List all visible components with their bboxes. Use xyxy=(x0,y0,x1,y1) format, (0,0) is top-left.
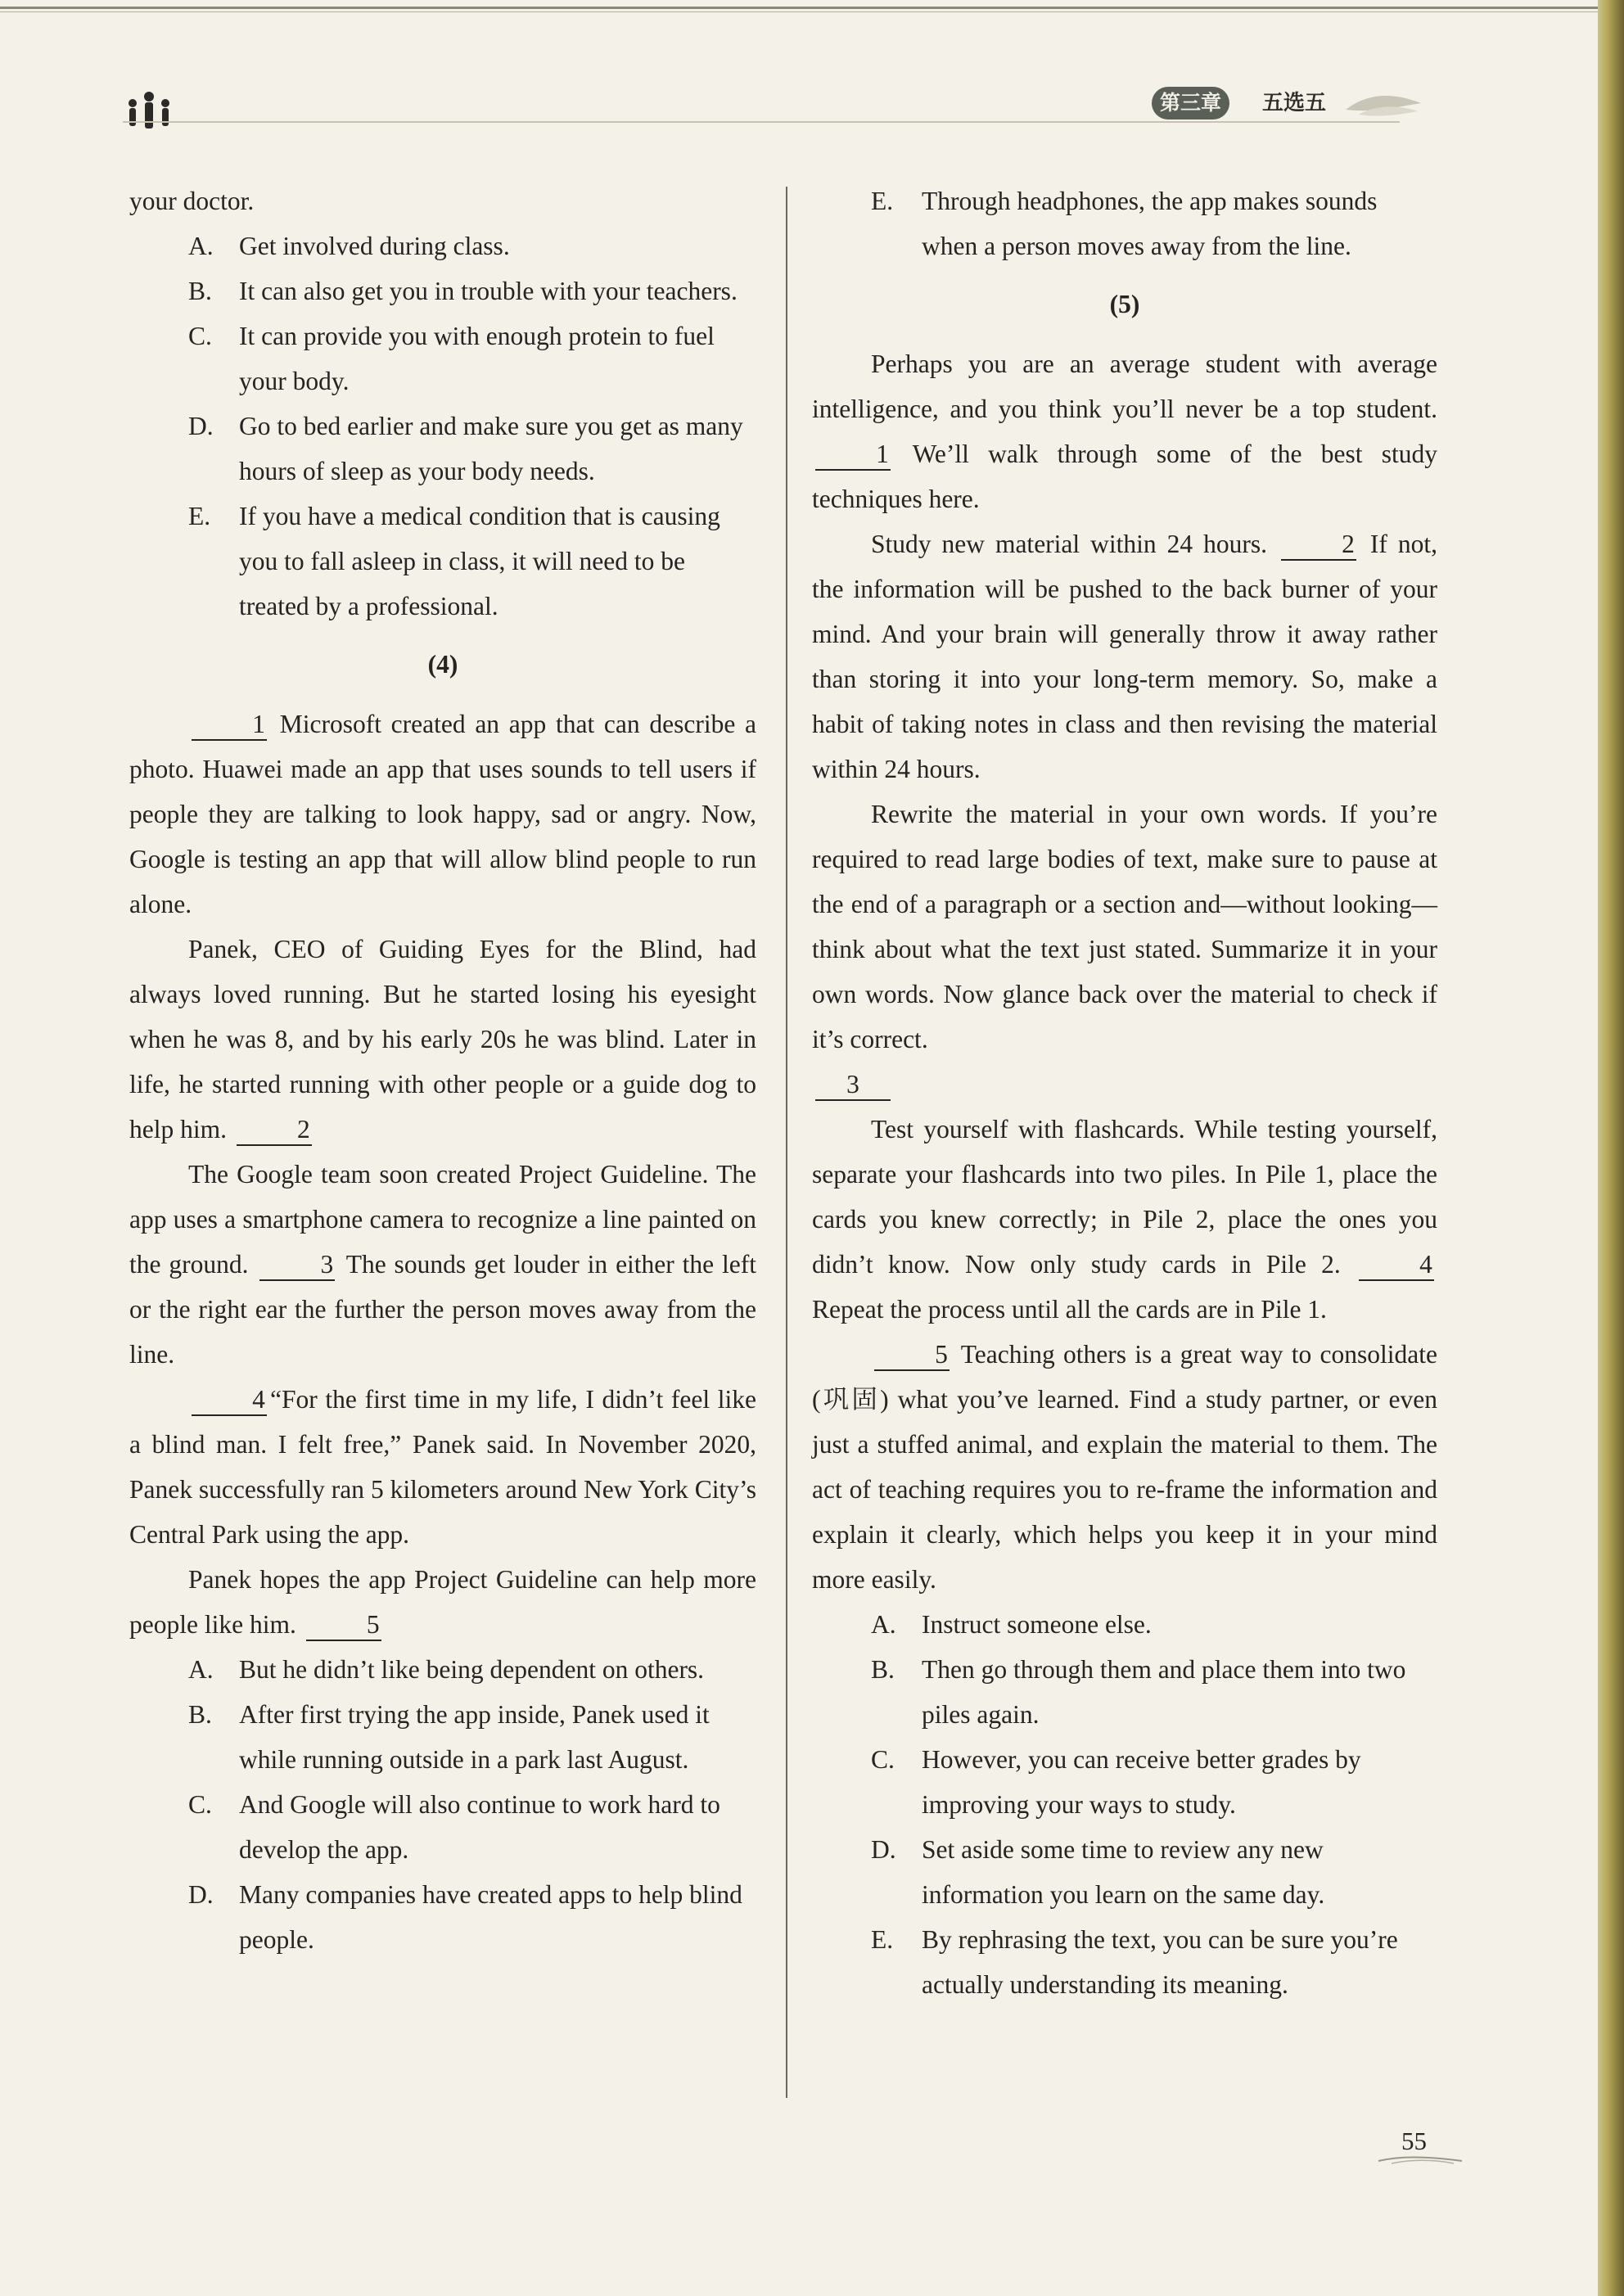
section4-option-b xyxy=(188,1692,756,1782)
leaf-ornament-icon xyxy=(1342,85,1424,123)
option-letter: E. xyxy=(871,187,894,215)
section-label: 五选五 xyxy=(1262,91,1327,115)
paragraph xyxy=(129,927,756,1152)
answer-blank[interactable]: 3 xyxy=(815,1070,891,1101)
paragraph-text: Panek, CEO of Guiding Eyes for the Blind, had always loved running. But he started losing his eyesight when he was 8, and by his early 20s he was blind. Later in life, he started running with other people or a guide dog to help him. xyxy=(129,935,756,1143)
paragraph-text: Perhaps you are an average student with average intelligence, and you think you’ll never be a top student. xyxy=(812,350,1437,423)
option-letter: E. xyxy=(871,1925,894,1954)
section3-option-c xyxy=(188,314,756,404)
continuation-text: your doctor. xyxy=(129,187,255,215)
option-text: But he didn’t like being dependent on others. xyxy=(239,1655,705,1684)
paragraph xyxy=(812,1062,1437,1107)
chapter-badge: 第三章 xyxy=(1152,87,1229,120)
top-edge-line-thin xyxy=(0,11,1624,12)
people-logo-icon xyxy=(123,88,180,134)
section5-option-d xyxy=(871,1827,1437,1917)
answer-blank[interactable]: 5 xyxy=(874,1340,950,1371)
answer-blank[interactable]: 2 xyxy=(1281,530,1356,561)
option-letter: D. xyxy=(188,1880,214,1909)
left-column xyxy=(129,178,756,1962)
paragraph xyxy=(812,1107,1437,1332)
paragraph-text: Test yourself with flashcards. While testing yourself, separate your flashcards into two piles. In Pile 1, place the cards you knew correctly; in Pile 2, place the ones you didn’t know. Now only study cards in Pile 2. xyxy=(812,1115,1437,1279)
paragraph-text: If not, the information will be pushed to the back burner of your mind. And your brain will generally throw it away rather than storing it into your long-term memory. So, make a habit of taking notes in class and then revising the material within 24 hours. xyxy=(812,530,1438,783)
section5-option-c xyxy=(871,1737,1437,1827)
option-letter: A. xyxy=(188,232,214,260)
page-binding-edge xyxy=(1598,0,1624,2296)
paragraph xyxy=(129,1557,756,1647)
paragraph-text: Panek hopes the app Project Guideline can help more people like him. xyxy=(129,1565,756,1639)
section3-option-a xyxy=(188,223,756,268)
option-text: Go to bed earlier and make sure you get as many hours of sleep as your body needs. xyxy=(239,412,743,485)
paragraph-text: Rewrite the material in your own words. If you’re required to read large bodies of text, make sure to pause at the end of a paragraph or a section and—without looking—think about what the text just stated. Summarize it in your own words. Now glance back over the material to check if it’s correct. xyxy=(812,800,1437,1053)
option-text: Set aside some time to review any new information you learn on the same day. xyxy=(922,1835,1325,1909)
option-letter: D. xyxy=(871,1835,896,1864)
paragraph-text: Study new material within 24 hours. xyxy=(871,530,1267,558)
section4-option-d xyxy=(188,1872,756,1962)
paragraph-text: The sounds get louder in either the left or the right ear the further the person moves away from the line. xyxy=(129,1250,756,1369)
option-letter: B. xyxy=(188,277,212,305)
option-text: After first trying the app inside, Panek used it while running outside in a park last August. xyxy=(239,1700,710,1774)
paragraph xyxy=(812,341,1437,521)
option-letter: D. xyxy=(188,412,214,440)
right-column xyxy=(812,178,1437,2007)
section5-option-a xyxy=(871,1602,1437,1647)
option-text: By rephrasing the text, you can be sure you’re actually understanding its meaning. xyxy=(922,1925,1398,1999)
page-number-ornament-icon xyxy=(1375,2154,1465,2166)
page-number: 55 xyxy=(1401,2127,1427,2155)
answer-blank[interactable]: 3 xyxy=(259,1250,335,1281)
column-divider xyxy=(786,187,787,2098)
answer-blank[interactable]: 4 xyxy=(1359,1250,1434,1281)
option-letter: A. xyxy=(871,1610,896,1639)
option-text: Instruct someone else. xyxy=(922,1610,1152,1639)
section5-option-b xyxy=(871,1647,1437,1737)
paragraph xyxy=(812,1332,1437,1602)
paragraph-text: Microsoft created an app that can describe a photo. Huawei made an app that uses sounds to tell users if people they are talking to look happy, sad or angry. Now, Google is testing an app that will allow blind people to run alone. xyxy=(129,710,757,918)
paragraph-text: Teaching others is a great way to consolidate (巩固) what you’ve learned. Find a study partner, or even just a stuffed animal, and explain the material to them. The act of teaching requires you to re-frame the information and explain it clearly, which helps you keep it in your mind more easily. xyxy=(812,1340,1437,1594)
top-edge-line xyxy=(0,7,1624,9)
section4-option-e xyxy=(871,178,1437,268)
section-number-4: (4) xyxy=(427,650,458,679)
answer-blank[interactable]: 2 xyxy=(237,1115,312,1146)
paragraph xyxy=(812,521,1437,792)
option-letter: A. xyxy=(188,1655,214,1684)
option-text: Many companies have created apps to help blind people. xyxy=(239,1880,742,1954)
section3-option-e xyxy=(188,494,756,629)
option-text: And Google will also continue to work hard to develop the app. xyxy=(239,1790,720,1864)
option-text: However, you can receive better grades by improving your ways to study. xyxy=(922,1745,1361,1819)
option-text: Through headphones, the app makes sounds when a person moves away from the line. xyxy=(922,187,1378,260)
option-letter: B. xyxy=(871,1655,895,1684)
option-text: If you have a medical condition that is causing you to fall asleep in class, it will need to be treated by a professional. xyxy=(239,502,720,620)
option-letter: B. xyxy=(188,1700,212,1729)
paragraph-text: The Google team soon created Project Guideline. The app uses a smartphone camera to recognize a line painted on the ground. xyxy=(129,1160,756,1279)
section4-option-c xyxy=(188,1782,756,1872)
option-letter: C. xyxy=(871,1745,895,1774)
answer-blank[interactable]: 1 xyxy=(192,710,267,741)
section4-option-a xyxy=(188,1647,756,1692)
section5-option-e xyxy=(871,1917,1437,2007)
paragraph xyxy=(129,1152,756,1377)
paragraph xyxy=(129,701,756,927)
section-number-5: (5) xyxy=(1109,290,1140,318)
answer-blank[interactable]: 1 xyxy=(815,440,891,471)
option-text: It can also get you in trouble with your teachers. xyxy=(239,277,738,305)
section3-option-b xyxy=(188,268,756,314)
paragraph-text: “For the first time in my life, I didn’t feel like a blind man. I felt free,” Panek said. In November 2020, Panek successfully ran 5 kilometers around New York City’s Central Park using the app. xyxy=(129,1385,756,1549)
option-letter: E. xyxy=(188,502,211,530)
paragraph xyxy=(129,1377,756,1557)
header-rule xyxy=(123,121,1400,123)
answer-blank[interactable]: 4 xyxy=(192,1385,267,1416)
option-letter: C. xyxy=(188,1790,212,1819)
section3-option-d xyxy=(188,404,756,494)
paragraph-text: We’ll walk through some of the best study techniques here. xyxy=(812,440,1438,513)
answer-blank[interactable]: 5 xyxy=(306,1610,381,1641)
option-letter: C. xyxy=(188,322,212,350)
option-text: Get involved during class. xyxy=(239,232,510,260)
paragraph-text: Repeat the process until all the cards are in Pile 1. xyxy=(812,1295,1327,1324)
option-text: It can provide you with enough protein to fuel your body. xyxy=(239,322,715,395)
option-text: Then go through them and place them into two piles again. xyxy=(922,1655,1406,1729)
paragraph xyxy=(812,792,1437,1062)
